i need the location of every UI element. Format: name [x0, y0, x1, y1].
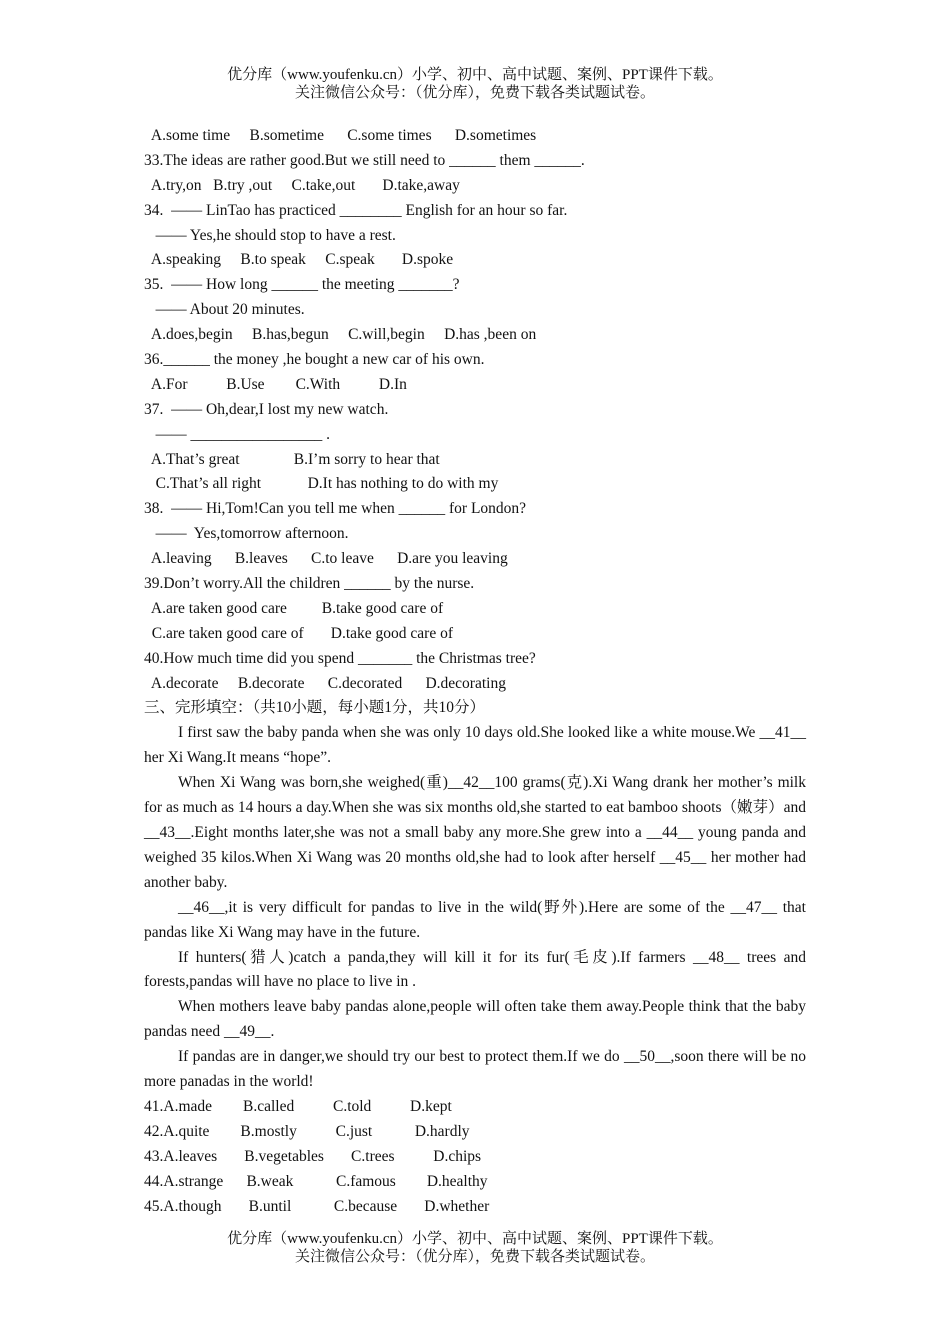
answer-options-line: 43.A.leaves B.vegetables C.trees D.chips [144, 1147, 482, 1165]
question-line: C.That’s all right D.It has nothing to do with my [144, 475, 499, 493]
question-line: 39.Don’t worry.All the children ______ by the nurse. [144, 575, 475, 593]
header-line-1: 优分库（www.youfenku.cn）小学、初中、高中试题、案例、PPT课件下载。 [227, 67, 723, 83]
cloze-paragraph: __46__,it is very difficult for pandas to live in the wild(野外).Here are some of the __47__ that pandas like Xi Wang may have in the future. [144, 898, 806, 941]
question-line: A.leaving B.leaves C.to leave D.are you leaving [144, 550, 508, 568]
question-line: —— Yes,tomorrow afternoon. [144, 525, 349, 543]
cloze-paragraph: If pandas are in danger,we should try our best to protect them.If we do __50__,soon there will be no more panadas in the world! [144, 1048, 806, 1091]
question-line: A.are taken good care B.take good care of [144, 599, 444, 617]
cloze-paragraph: If hunters(猎人)catch a panda,they will kill it for its fur(毛皮).If farmers __48__ trees and forests,pandas will have no place to live in . [144, 948, 806, 991]
question-line: A.decorate B.decorate C.decorated D.decorating [144, 674, 506, 692]
answer-options-line: 41.A.made B.called C.told D.kept [144, 1097, 452, 1115]
page-header [0, 66, 950, 102]
question-line: A.For B.Use C.With D.In [144, 375, 407, 393]
question-line: —— About 20 minutes. [144, 301, 305, 319]
question-line: A.speaking B.to speak C.speak D.spoke [144, 251, 454, 269]
cloze-paragraph: I first saw the baby panda when she was only 10 days old.She looked like a white mouse.We __41__ her Xi Wang.It means “hope”. [144, 724, 806, 767]
cloze-paragraph: When mothers leave baby pandas alone,people will often take them away.People think that the baby pandas need __49__. [144, 998, 806, 1041]
footer-line-1: 优分库（www.youfenku.cn）小学、初中、高中试题、案例、PPT课件下载。 [227, 1231, 723, 1247]
question-line: 35. —— How long ______ the meeting _______? [144, 276, 460, 294]
footer-line-2: 关注微信公众号：（优分库），免费下载各类试题试卷。 [294, 1249, 655, 1265]
question-line: —— Yes,he should stop to have a rest. [144, 226, 396, 244]
question-line: 37. —— Oh,dear,I lost my new watch. [144, 400, 389, 418]
answer-options-line: 45.A.though B.until C.because D.whether [144, 1197, 490, 1215]
question-line: A.try,on B.try ,out C.take,out D.take,away [144, 176, 460, 194]
question-line: 33.The ideas are rather good.But we still need to ______ them ______. [144, 151, 585, 169]
question-line: C.are taken good care of D.take good care of [144, 624, 454, 642]
exam-content [144, 124, 806, 1219]
section-title: 三、完形填空：（共10小题，每小题1分，共10分） [144, 699, 486, 717]
question-line: —— _________________ . [144, 425, 330, 443]
question-line: 38. —— Hi,Tom!Can you tell me when ______ for London? [144, 500, 527, 518]
question-line: 36.______ the money ,he bought a new car of his own. [144, 351, 485, 369]
header-line-2: 关注微信公众号：（优分库），免费下载各类试题试卷。 [294, 85, 655, 101]
question-line: 34. —— LinTao has practiced ________ English for an hour so far. [144, 201, 568, 219]
question-line: A.does,begin B.has,begun C.will,begin D.has ,been on [144, 326, 537, 344]
question-line: 40.How much time did you spend _______ the Christmas tree? [144, 649, 536, 667]
answer-options-line: 44.A.strange B.weak C.famous D.healthy [144, 1172, 488, 1190]
cloze-paragraph: When Xi Wang was born,she weighed(重)__42__100 grams(克).Xi Wang drank her mother’s milk for as much as 14 hours a day.When she was six months old,she started to eat bamboo shoots（嫩芽）and __43__.Eight months later,she was not a small baby any more.She grew into a __44__ young panda and weighed 35 kilos.When Xi Wang was 20 months old,she had to look after herself __45__ her mother had another baby. [144, 774, 806, 891]
question-line: A.some time B.sometime C.some times D.sometimes [144, 127, 537, 144]
question-line: A.That’s great B.I’m sorry to hear that [144, 450, 440, 468]
answer-options-line: 42.A.quite B.mostly C.just D.hardly [144, 1122, 470, 1140]
page-footer [0, 1230, 950, 1266]
